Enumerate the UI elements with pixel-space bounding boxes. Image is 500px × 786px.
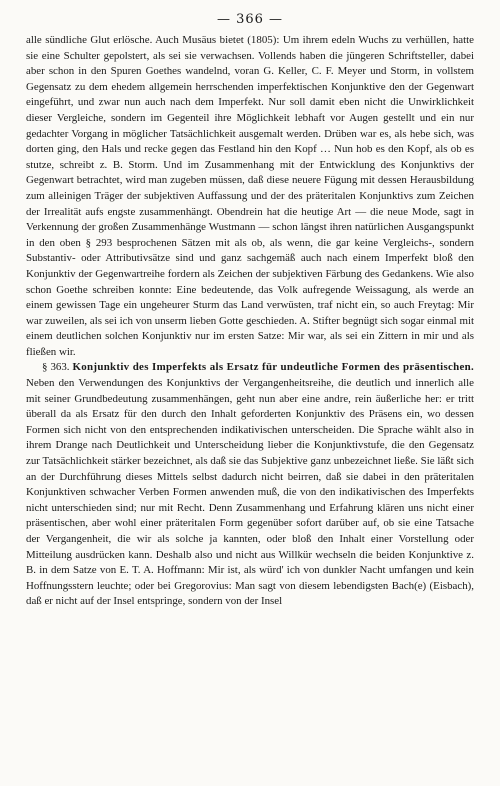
paragraph-2 <box>26 360 474 610</box>
paragraph-1-text: alle sündliche Glut erlösche. Auch Musäus bietet (1805): Um ihrem edeln Wuchs zu verhüllen, hatte sie eine Schulter gepolstert, als sei sie verwachsen. Vollends haben die jüngeren Schriftsteller, dabei aber schon in den Spuren Goethes wandelnd, voran G. Keller, C. F. Meyer und Storm, in vollstem Gegensatz zu dem ehedem allgemein herrschenden imperfektischen Konjunktive den der Gegenwart eingeführt, und zwar nun auch nach dem Imperfekt. Nur soll damit eben nicht die Unwirklichkeit dieser Vergleiche, sondern im Gegenteil ihre Möglichkeit lebhaft vor Augen gestellt und ein nur gedachter Vorgang in möglicher Tatsächlichkeit ausgemalt werden. Drüben war es, als hebe sich, was dorten ging, den Hals und recke gegen das Festland hin den Kopf … Nun hob es den Kopf, als ob es stutze, schreibt z. B. Storm. Und im Zusammenhang mit der Entwicklung des Konjunktivs der Gegenwart betrachtet, wird man zugeben müssen, daß diese neuere Fügung mit dessen Herausbildung zum alleinigen Träger der subjektiven Auffassung und der des präteritalen Konjunktivs zum Zeichen der Irrealität aufs engste zusammenhängt. Obendrein hat die heutige Art — die neue Mode, sagt in Verkennung der großen Zusammenhänge Wustmann — schon längst ihren natürlichen Ausgangspunkt in den oben § 293 besprochenen Sätzen mit als ob, als wenn, die gar keine Vergleichs-, sondern Substantiv- oder Attributivsätze sind und ganz sachgemäß auch nach einem Imperfekt bloß den Konjunktiv der Gegenwartreihe fordern als Zeichen der subjektiven Färbung des Gedankens. Wie also schon Goethe schreiben konnte: Eine bedeutende, das Volk aufregende Weissagung, als werde an einem gewissen Tage ein ungeheurer Sturm das Land verwüsten, traf nicht ein, so auch Freytag: Mir war zuweilen, als sei ich von unserm lieben Gotte geschieden. A. Stifter begnügt sich sogar einmal mit einem deutlichen solchen Konjunktiv nur im ersten Satze: Mir war, als sei ein Zittern in mir und als fließen wir. <box>26 34 474 358</box>
page-number: — 366 — <box>216 12 284 27</box>
paragraph-2-text: Neben den Verwendungen des Konjunktivs der Vergangenheitsreihe, die deutlich und innerlich alle mit seiner Grundbedeutung zusammenhängen, geht nun aber eine andre, rein äußerliche her: er tritt überall da als Ersatz für den durch den Inhalt geforderten Konjunktiv des Präsens ein, wo dessen Formen sich nicht von den entsprechenden indikativischen unterscheiden. Die Sprache wählt also in ihrem Drange nach Deutlichkeit und Unterscheidung lieber die Konjunktivstufe, die den Gegensatz zur Tatsächlichkeit stärker bezeichnet, als daß sie das Subjektive ganz unbezeichnet ließe. Sie läßt sich an der Durchführung dieses Mittels selbst dadurch nicht beirren, daß sie dabei in den präteritalen Konjunktiven schwacher Verben Formen anwenden muß, die von den indikativischen des Imperfekts nicht unterschieden sind; nur mit Recht. Denn Zusammenhang und Erfahrung klären uns nicht einer präsentischen, aber wohl einer präteritalen Form gegenüber sofort darüber auf, ob sie eine Tatsache der Vergangenheit, die wir als solche ja kannten, oder bloß den Inhalt einer Vorstellung oder Mitteilung ausdrücken kann. Deshalb also und nicht aus Willkür wechseln die beiden Konjunktive z. B. in dem Satze von E. T. A. Hoffmann: Mir ist, als würd' ich von dunkler Nacht umfangen und kein Hoffnungsstern leuchte; oder bei Gregorovius: Man sagt von diesem lebendigsten Bach(e) (Eisbach), daß er nicht auf der Insel entspringe, sondern von der Insel <box>26 377 474 608</box>
section-heading: Konjunktiv des Imperfekts als Ersatz für undeutliche Formen des präsentischen. <box>72 361 474 374</box>
section-number: § 363. <box>42 361 70 374</box>
paragraph-1 <box>26 33 474 360</box>
